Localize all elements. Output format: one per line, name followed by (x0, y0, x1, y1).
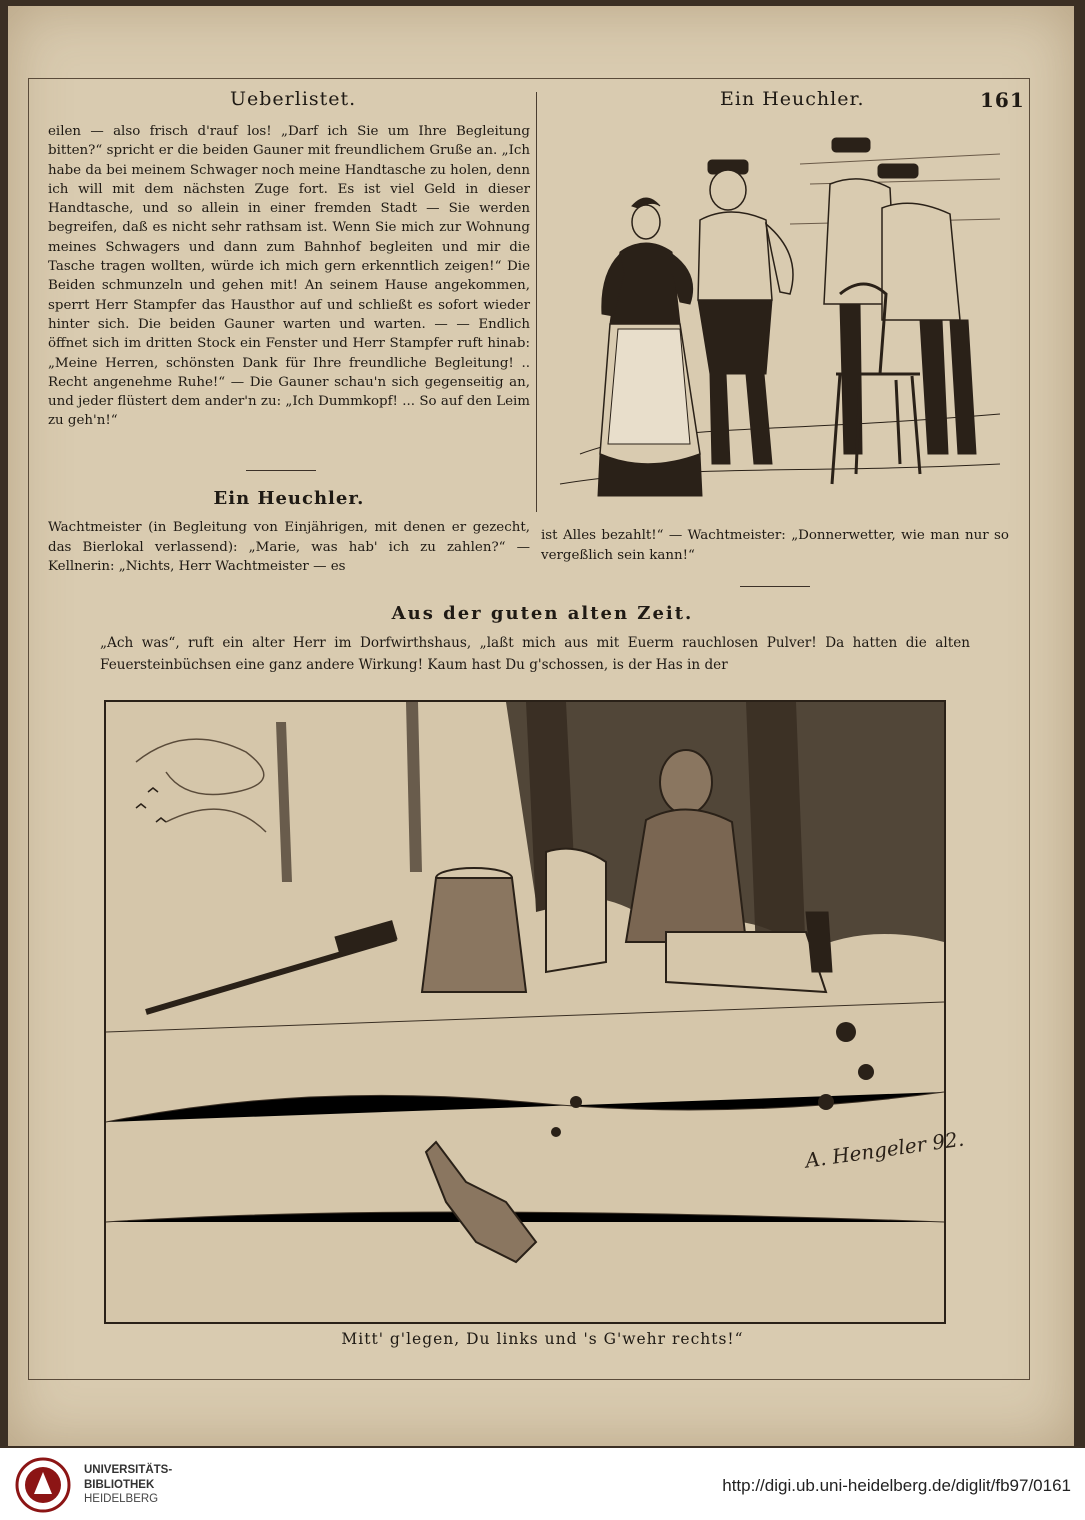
library-name-line1: UNIVERSITÄTS- (84, 1464, 173, 1476)
story2-text-right: ist Alles bezahlt!“ — Wachtmeister: „Donnerwetter, wie man nur so vergeßlich sein kann!“ (541, 528, 1009, 563)
artist-signature: A. Hengeler 92. (803, 1126, 966, 1173)
divider-rule-right (740, 586, 810, 587)
running-header-left: Ueberlistet. (230, 88, 357, 110)
story3-title: Aus der guten alten Zeit. (391, 603, 694, 624)
illustration-waitress-soldiers (540, 124, 1010, 512)
story1-paragraph: eilen — also frisch d'rauf los! „Darf ich Sie um Ihre Begleitung bitten?“ spricht er die beiden Gauner mit freundlichem Gruße an. „Ich habe da bei meinem Schwager noch meine Handtasche zu holen, denn ich will mit dem nächsten Zuge fort. Es ist viel Geld in dieser Handtasche, und so allein in einer fremden Stadt — Sie werden begreifen, daß es nicht sehr rathsam ist. Wenn Sie mich zur Wohnung meines Schwagers und dann zum Bahnhof begleiten und mir die Tasche tragen wollten, würde ich mich gern erkenntlich zeigen!“ Die Beiden schmunzeln und gehen mit! An seinem Hause angekommen, sperrt Herr Stampfer das Hausthor auf und schließt es sofort wieder hinter sich. Die beiden Gauner warten und warten. — — Endlich öffnet sich im dritten Stock ein Fenster und Herr Stampfer ruft hinab: „Meine Herren, schönsten Dank für Ihre freundliche Begleitung! .. Recht angenehme Ruhe!“ — Die Gauner schau'n sich gegenseitig an, und jeder flüstert dem ander'n zu: „Ich Dummkopf! ... So auf den Leim zu geh'n!“ (48, 124, 530, 429)
illustration-caption: Mitt' g'legen, Du links und 's G'wehr rechts!“ (341, 1330, 744, 1348)
story1-text (48, 122, 530, 431)
illustration-hunter-forest (104, 700, 966, 1324)
running-header-right: Ein Heuchler. (720, 88, 865, 110)
story2-title: Ein Heuchler. (213, 488, 365, 509)
university-seal-icon (12, 1456, 74, 1514)
story3-intro: „Ach was“, ruft ein alter Herr im Dorfwirthshaus, „laßt mich aus mit Euerm rauchlosen Pulver! Da hatten die alten Feuersteinbüchsen eine ganz andere Wirkung! Kaum hast Du g'schossen, is der Has in der (100, 635, 970, 673)
divider-rule (246, 470, 316, 471)
source-url[interactable]: http://digi.ub.uni-heidelberg.de/diglit/fb97/0161 (722, 1476, 1071, 1495)
story2-text-left: Wachtmeister (in Begleitung von Einjährigen, mit denen er gezecht, das Bierlokal verlassend): „Marie, was hab' ich zu zahlen?“ — Kellnerin: „Nichts, Herr Wachtmeister — es (48, 520, 530, 574)
library-name (84, 1463, 172, 1507)
library-name-line3: HEIDELBERG (84, 1493, 159, 1505)
column-divider (536, 92, 537, 512)
page-number: 161 (980, 88, 1025, 112)
library-name-line2: BIBLIOTHEK (84, 1478, 155, 1491)
